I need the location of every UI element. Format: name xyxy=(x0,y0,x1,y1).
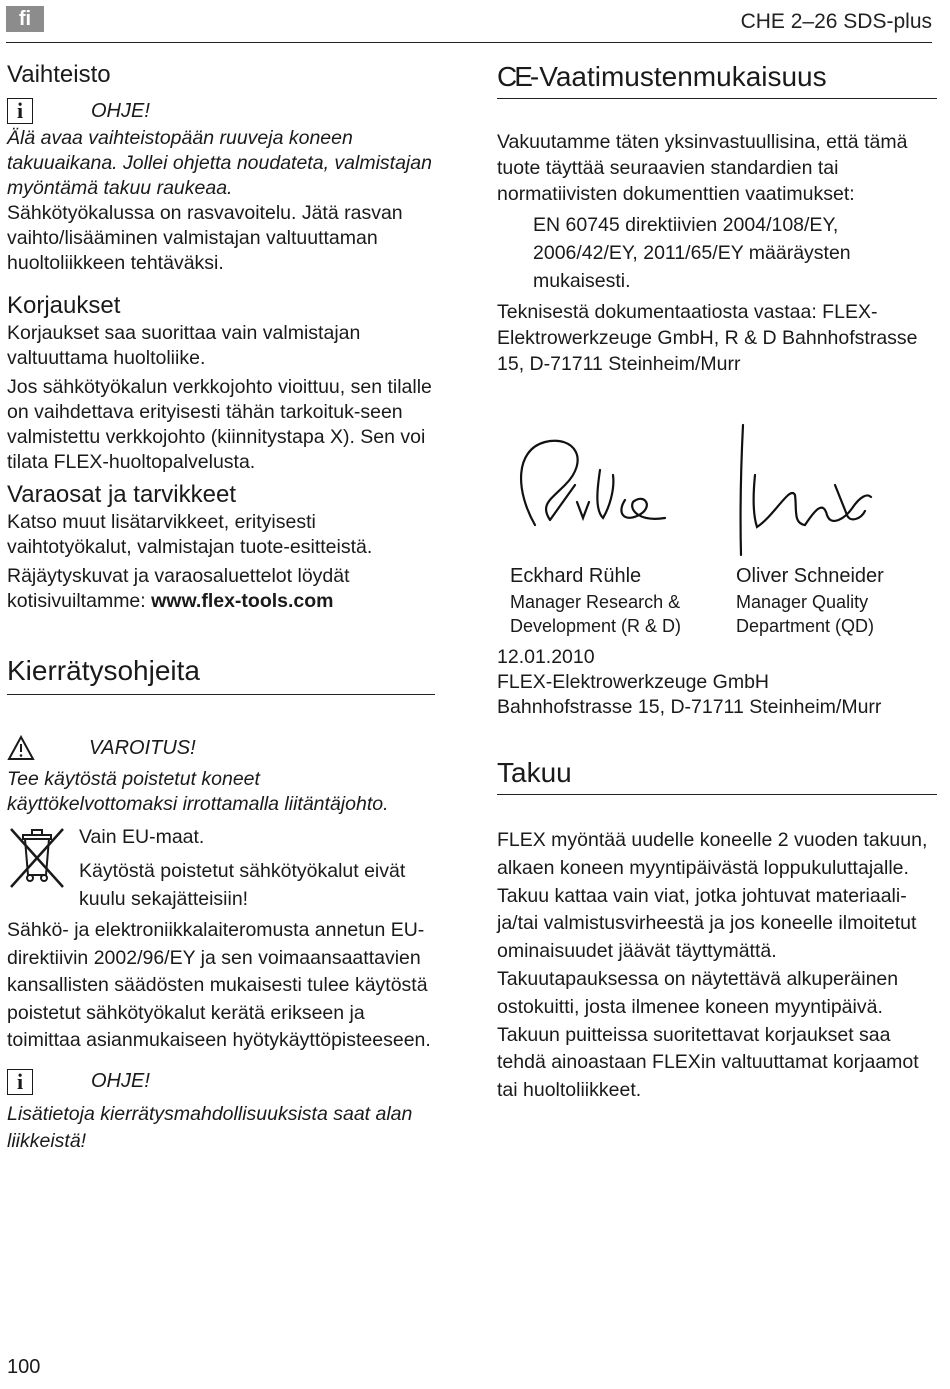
ce-mark-icon: CE xyxy=(497,61,530,92)
ce-title-text: -Vaatimustenmukaisuus xyxy=(529,61,827,92)
varaosat-p2-text: Räjäytyskuvat ja varaosaluettelot löydät kotisivuiltamme: xyxy=(7,565,350,612)
info-icon: i xyxy=(7,98,33,124)
ce-rule xyxy=(497,98,937,99)
signatory-schneider xyxy=(736,565,936,638)
weee-block xyxy=(7,823,435,913)
declaration-address: Bahnhofstrasse 15, D-71711 Steinheim/Murr xyxy=(497,696,882,718)
vaihteisto-body: Sähkötyökalussa on rasvavoitelu. Jätä rasvan vaihto/lisääminen valmistajan valtuuttaman huoltoliikkeen tehtäväksi. xyxy=(7,202,403,274)
warning-icon xyxy=(7,735,35,761)
kierratys-title: Kierrätysohjeita xyxy=(7,655,200,686)
signature-ruhle xyxy=(505,430,675,540)
signatory-role: Development (R & D) xyxy=(510,616,682,636)
signatory-role: Department (QD) xyxy=(736,616,875,636)
warning-text: Tee käytöstä poistetut koneet käyttökelvottomaksi irrottamalla liitäntäjohto. xyxy=(7,768,389,815)
vaihteisto-title: Vaihteisto xyxy=(7,61,111,88)
takuu-rule xyxy=(497,794,937,795)
kierratys-note-text: Lisätietoja kierrätysmahdollisuuksista saat alan liikkeistä! xyxy=(7,1102,413,1152)
korjaukset-p2: Jos sähkötyökalun verkkojohto vioittuu, sen tilalle on vaihdettava erityisesti tähän tarkoituk-seen valmistettu verkkojohto (kiinnitystapa X). Sen voi tilata FLEX-huoltopalvelusta. xyxy=(7,376,432,473)
note-label: OHJE! xyxy=(91,99,150,122)
ce-standard: EN 60745 direktiivien 2004/108/EY, 2006/42/EY, 2011/65/EY määräysten mukaisesti. xyxy=(533,214,851,292)
warning-head xyxy=(7,735,435,761)
signature-schneider xyxy=(735,415,875,565)
weee-text xyxy=(79,823,435,913)
varaosat-title: Varaosat ja tarvikkeet xyxy=(7,481,236,508)
takuu-body: FLEX myöntää uudelle koneelle 2 vuoden takuun, alkaen koneen myyntipäivästä loppukuluttajalle. Takuu kattaa vain viat, jotka johtuvat materiaali- ja/tai valmistusvirheestä ja jos koneelle ilmoitetut ominaisuudet jäävät täyttymättä. Takuutapauksessa on näytettävä alkuperäinen ostokuitti, josta ilmenee koneen myyntipäivä. Takuun puitteissa suoritettavat korjaukset saa tehdä ainoastaan FLEXin valtuuttamat korjaamot tai huoltoliikkeet. xyxy=(497,829,928,1102)
korjaukset-title: Korjaukset xyxy=(7,292,121,319)
crossed-bin-icon xyxy=(7,823,67,891)
takuu-title: Takuu xyxy=(497,757,572,788)
section-vaihteisto xyxy=(7,60,435,276)
note-label: OHJE! xyxy=(91,1070,150,1092)
signatory-name: Oliver Schneider xyxy=(736,565,884,587)
kierratys-note-head xyxy=(7,1069,435,1095)
warning-label: VAROITUS! xyxy=(89,736,196,759)
ce-footer xyxy=(497,645,937,720)
section-korjaukset xyxy=(7,291,435,475)
ce-docs: Teknisestä dokumentaatiosta vastaa: FLEX-Elektrowerkzeuge GmbH, R & D Bahnhofstrasse 15, D-71711 Steinheim/Murr xyxy=(497,301,918,375)
ce-title xyxy=(497,60,937,94)
vaihteisto-note-text: Älä avaa vaihteistopään ruuveja koneen takuuaikana. Jollei ohjetta noudateta, valmistajan myöntämä takuu raukeaa. xyxy=(7,127,432,199)
model-name: CHE 2–26 SDS-plus xyxy=(740,10,932,33)
website-link[interactable]: www.flex-tools.com xyxy=(151,590,334,612)
varaosat-p2 xyxy=(7,564,435,614)
korjaukset-p1: Korjaukset saa suorittaa vain valmistajan valtuuttama huoltoliike. xyxy=(7,322,361,369)
section-ce xyxy=(497,60,937,377)
bin-text: Käytöstä poistetut sähkötyökalut eivät kuulu sekajätteisiin! xyxy=(79,860,406,910)
section-takuu xyxy=(497,756,937,1105)
signatory-name: Eckhard Rühle xyxy=(510,565,642,587)
declaration-company: FLEX-Elektrowerkzeuge GmbH xyxy=(497,671,770,693)
language-badge: fi xyxy=(6,6,44,32)
varaosat-p1: Katso muut lisätarvikkeet, erityisesti vaihtotyökalut, valmistajan tuote-esitteistä. xyxy=(7,511,373,558)
section-kierratys xyxy=(7,654,435,1155)
info-icon: i xyxy=(7,1069,33,1095)
ce-intro: Vakuutamme täten yksinvastuullisina, että tämä tuote täyttää seuraavien standardien tai normatiivisten dokumenttien vaatimukset: xyxy=(497,131,908,205)
section-varaosat xyxy=(7,480,435,614)
kierratys-body: Sähkö- ja elektroniikkalaiteromusta annetun EU-direktiivin 2002/96/EY ja sen voimaansaattavien kansallisten säädösten mukaisesti tulee käytöstä poistetut sähkötyökalut kerätä erikseen ja toimittaa asianmukaiseen hyötykäyttöpisteeseen. xyxy=(7,919,431,1051)
header-divider xyxy=(6,42,932,43)
signatory-role: Manager Research & xyxy=(510,592,681,612)
eu-only-text: Vain EU-maat. xyxy=(79,826,205,848)
kierratys-rule xyxy=(7,694,435,695)
vaihteisto-note-head xyxy=(7,98,435,124)
signatory-role: Manager Quality xyxy=(736,592,869,612)
signatory-ruhle xyxy=(510,565,730,638)
page-number: 100 xyxy=(7,1356,41,1378)
declaration-date: 12.01.2010 xyxy=(497,646,595,668)
